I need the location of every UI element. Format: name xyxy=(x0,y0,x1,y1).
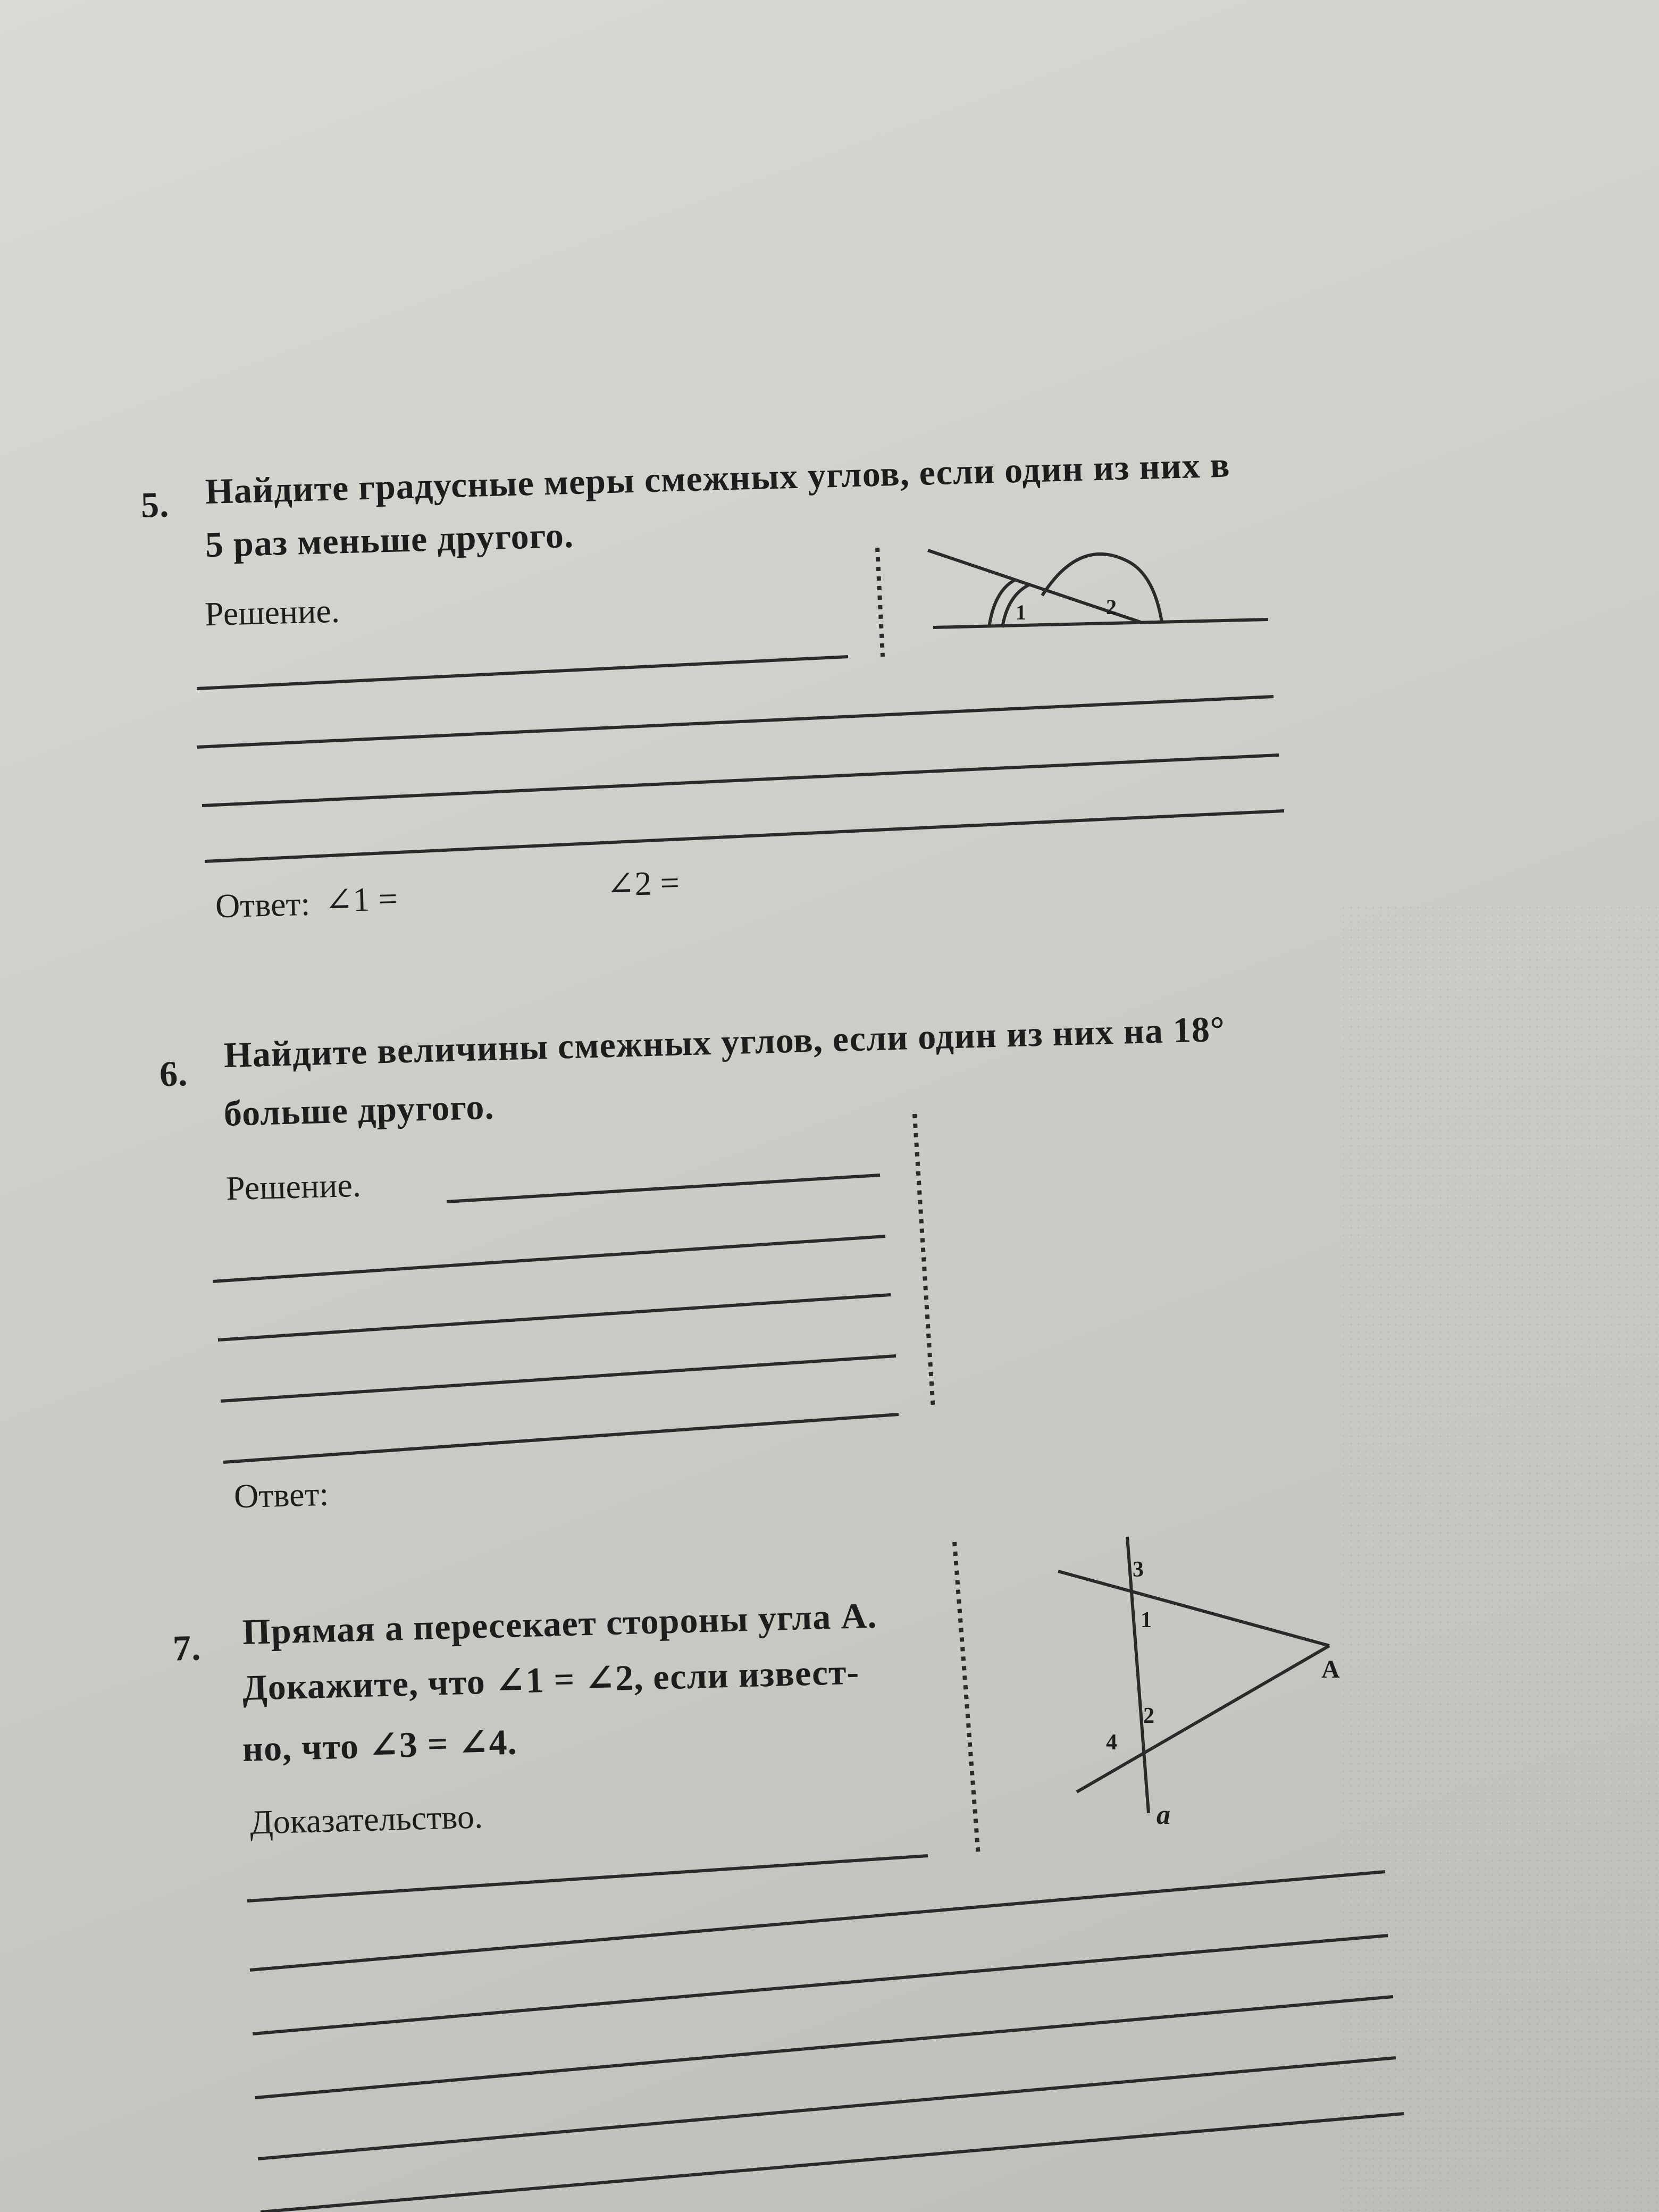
task7-question-line1: Прямая a пересекает стороны угла A. xyxy=(241,1595,878,1652)
task6-answer-line xyxy=(447,1175,880,1202)
task7-number: 7. xyxy=(172,1627,202,1669)
task6-divider xyxy=(915,1114,933,1409)
task7-answer-line xyxy=(255,1997,1393,2098)
task7-answer-line xyxy=(261,2114,1404,2212)
task6-answer-line xyxy=(213,1236,885,1281)
task6-answer-line xyxy=(223,1414,899,1462)
task5-divider xyxy=(877,548,883,657)
angle-side-upper xyxy=(1058,1571,1329,1646)
task5-answer-line xyxy=(197,697,1273,747)
figure-baseline xyxy=(933,619,1268,627)
task7-figure-label-1: 1 xyxy=(1141,1608,1152,1632)
task7-figure-label-3: 3 xyxy=(1133,1557,1144,1582)
task5-answer-line xyxy=(205,811,1284,861)
task5-question-line2: 5 раз меньше другого. xyxy=(204,514,574,565)
task7-figure-label-2: 2 xyxy=(1143,1704,1154,1728)
task7-answer-line xyxy=(253,1936,1388,2034)
task6-question-line2: больше другого. xyxy=(223,1086,495,1134)
task6-answer-line xyxy=(221,1356,896,1401)
task5-figure xyxy=(928,550,1268,627)
task6-answer-line xyxy=(218,1295,891,1340)
angle2-arc xyxy=(1042,554,1162,622)
task5-answer-angle1: ∠1 = xyxy=(324,879,398,919)
task7-figure xyxy=(1058,1537,1329,1813)
task5-answer-angle2: ∠2 = xyxy=(606,864,680,903)
task7-figure-label-a: a xyxy=(1157,1800,1170,1830)
task7-answer-line xyxy=(247,1856,928,1901)
task7-question-line3: но, что ∠3 = ∠4. xyxy=(241,1721,518,1769)
task6-solution-label: Решение. xyxy=(225,1166,362,1208)
task6-number: 6. xyxy=(159,1053,188,1094)
task5-figure-label-1: 1 xyxy=(1016,600,1026,624)
task6-question-line1: Найдите величины смежных углов, если один из них на 18° xyxy=(223,1008,1226,1075)
task5-answer-label: Ответ: xyxy=(215,884,311,925)
angle-side-lower xyxy=(1077,1646,1329,1792)
task6-answer-label: Ответ: xyxy=(233,1474,330,1515)
task7-proof-label: Доказательство. xyxy=(249,1797,483,1841)
task7-figure-label-A: A xyxy=(1321,1655,1340,1683)
task7-answer-line xyxy=(258,2058,1396,2159)
task7-answer-line xyxy=(250,1872,1385,1970)
task5-number: 5. xyxy=(140,484,170,525)
task5-answer-line xyxy=(202,755,1279,806)
task5-answer-line xyxy=(197,657,848,689)
task7-divider xyxy=(954,1542,978,1856)
task5-question-line1: Найдите градусные меры смежных углов, если один из них в xyxy=(204,444,1231,512)
task5-figure-label-2: 2 xyxy=(1106,595,1117,619)
task7-figure-label-4: 4 xyxy=(1106,1730,1117,1755)
task5-solution-label: Решение. xyxy=(204,591,340,633)
task7-question-line2: Докажите, что ∠1 = ∠2, если извест- xyxy=(241,1651,860,1708)
